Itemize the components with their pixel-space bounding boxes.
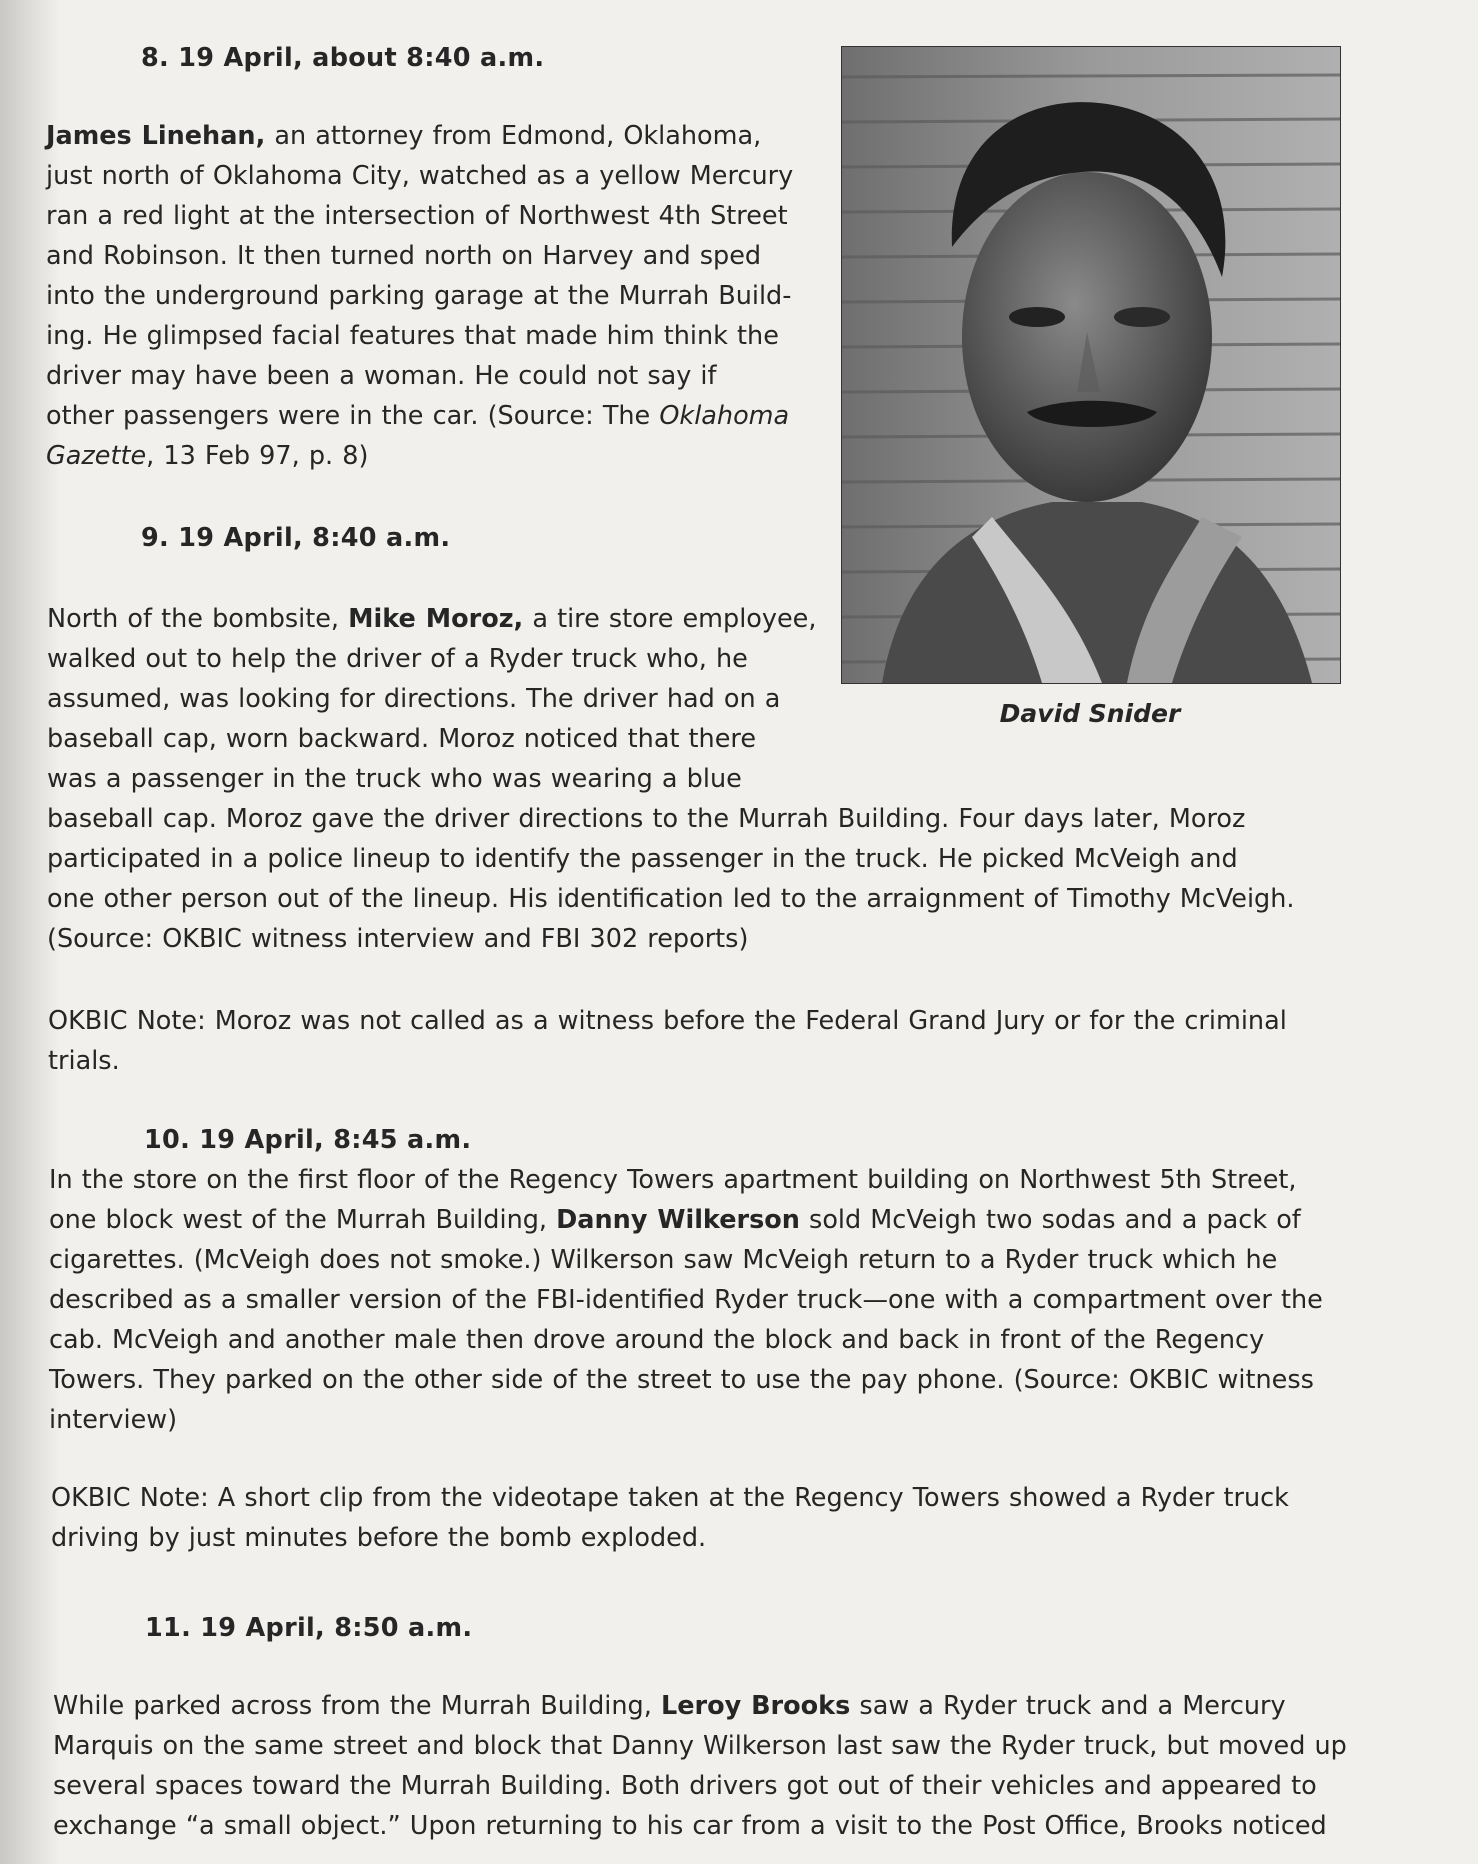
photo-caption: David Snider	[999, 699, 1181, 728]
portrait-photo	[841, 46, 1341, 684]
entry-9-body: North of the bombsite, Mike Moroz, a tire store employee, walked out to help the driver of a Ryder truck who, he assumed, was looking for directions. The driver had on a baseball cap, worn backward. Moroz noticed that there was a passenger in the truck who was wearing a blue baseball cap. Moroz gave the driver directions to the Murrah Building. Four days later, Moroz participated in a police lineup to identify the passenger in the truck. He picked McVeigh and one other person out of the lineup. His identification led to the arraignment of Timothy McVeigh. (Source: OKBIC witness interview and FBI 302 reports)	[47, 604, 1295, 954]
entry-9-heading: 9. 19 April, 8:40 a.m.	[141, 523, 451, 553]
entry-10-note: OKBIC Note: A short clip from the videotape taken at the Regency Towers showed a Ryder truck driving by just minutes before the bomb exploded.	[51, 1483, 1289, 1553]
entry-9-note: OKBIC Note: Moroz was not called as a witness before the Federal Grand Jury or for the criminal trials.	[48, 1006, 1287, 1076]
entry-8-body: James Linehan, an attorney from Edmond, Oklahoma, just north of Oklahoma City, watched as a yellow Mercury ran a red light at the intersection of Northwest 4th Street and Robinson. It then turned north on Harvey and sped into the underground parking garage at the Murrah Build- ing. He glimpsed facial features that made him think the driver may have been a woman. He could not say if other passengers were in the car. (Source: The Oklahoma Gazette, 13 Feb 97, p. 8)	[46, 121, 794, 471]
entry-10-body: In the store on the first floor of the Regency Towers apartment building on Northwest 5th Street, one block west of the Murrah Building, Danny Wilkerson sold McVeigh two sodas and a pack of cigarettes. (McVeigh does not smoke.) Wilkerson saw McVeigh return to a Ryder truck which he described as a smaller version of the FBI-identified Ryder truck—one with a compartment over the cab. McVeigh and another male then drove around the block and back in front of the Regency Towers. They parked on the other side of the street to use the pay phone. (Source: OKBIC witness interview)	[49, 1165, 1323, 1435]
entry-11-body: While parked across from the Murrah Building, Leroy Brooks saw a Ryder truck and a Mercury Marquis on the same street and block that Danny Wilkerson last saw the Ryder truck, but moved up several spaces toward the Murrah Building. Both drivers got out of their vehicles and appeared to exchange “a small object.” Upon returning to his car from a visit to the Post Office, Brooks noticed	[53, 1691, 1347, 1841]
portrait-photo-image	[842, 47, 1340, 683]
entry-8-heading: 8. 19 April, about 8:40 a.m.	[141, 43, 545, 73]
entry-10-heading: 10. 19 April, 8:45 a.m.	[144, 1125, 472, 1155]
entry-11-heading: 11. 19 April, 8:50 a.m.	[145, 1613, 473, 1643]
